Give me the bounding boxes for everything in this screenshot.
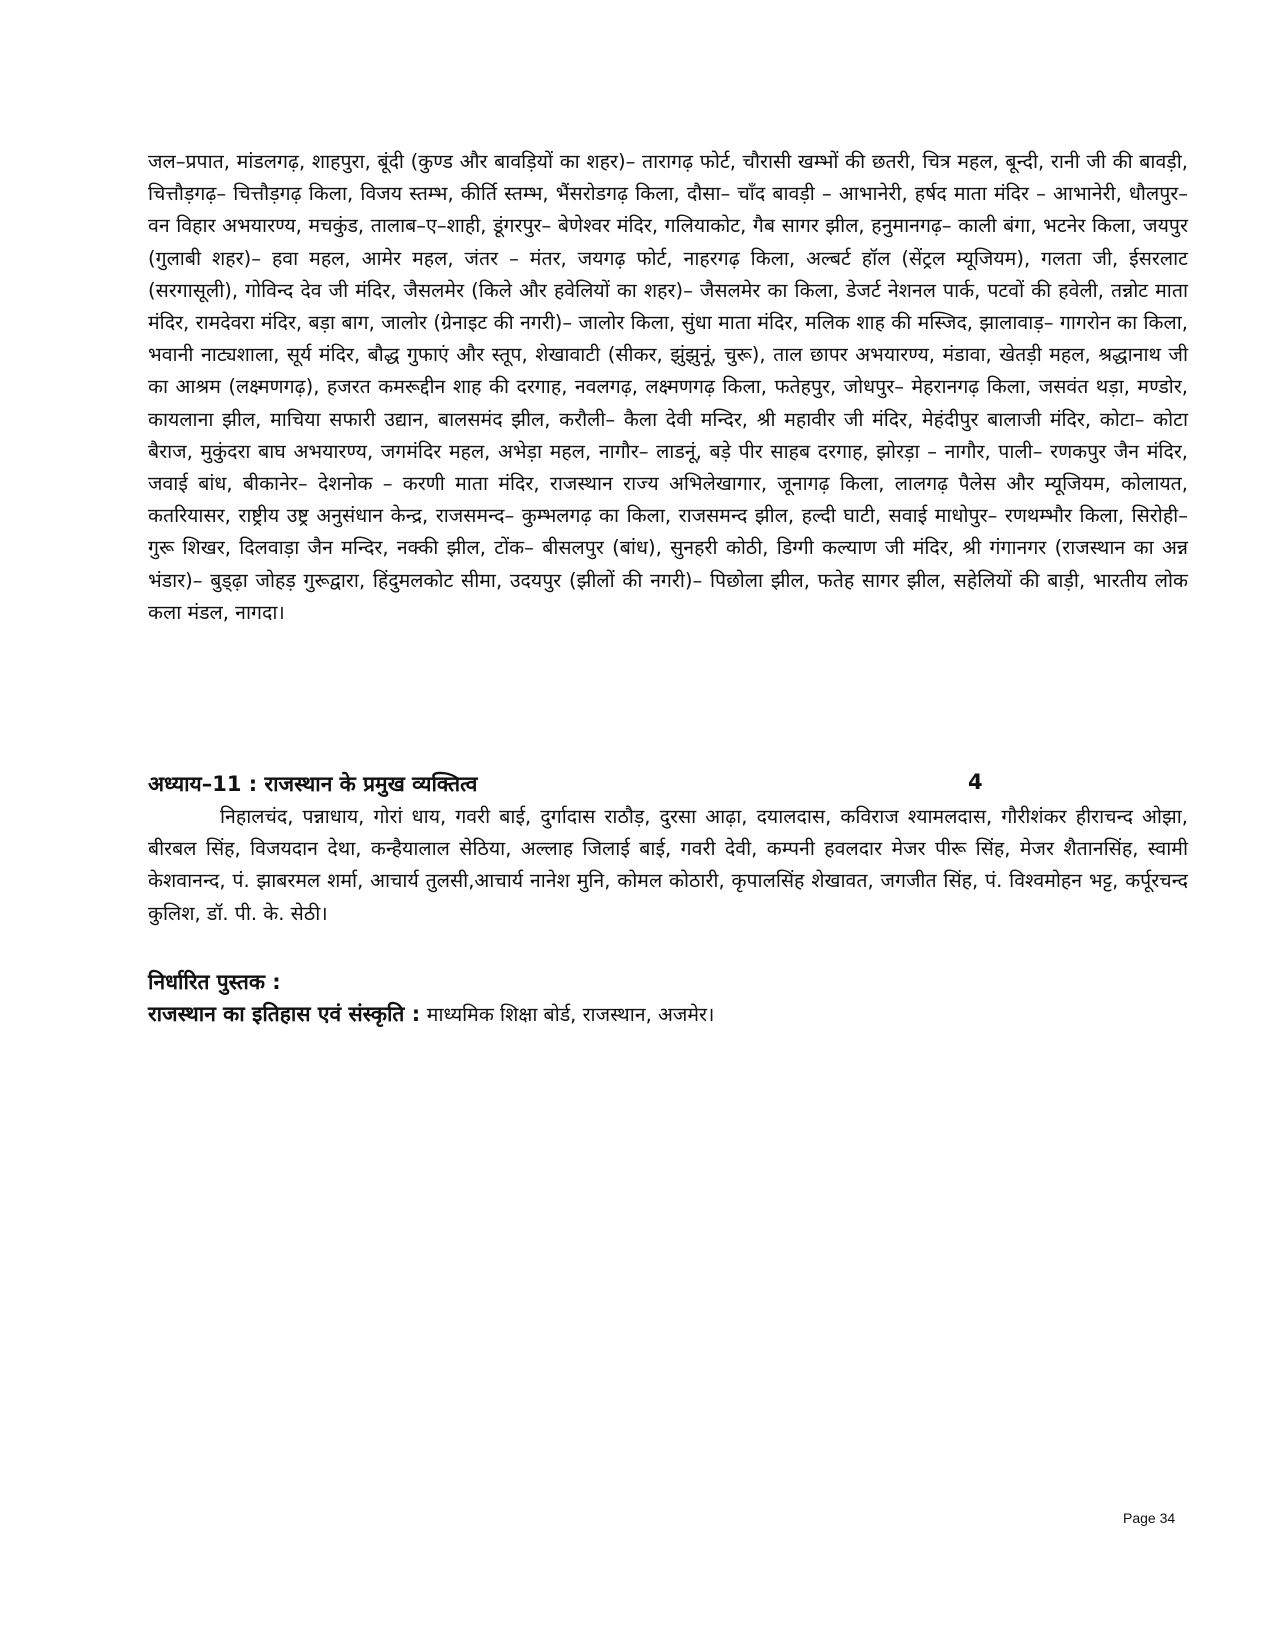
places-paragraph: जल–प्रपात, मांडलगढ़, शाहपुरा, बूंदी (कुण्ड और बावड़ियों का शहर)– तारागढ़ फोर्ट, चौरासी खम्भों की छतरी, चित्र महल, बून्दी, रानी जी की बावड़ी, चित्तौड़गढ़– चित्तौड़गढ़ किला, विजय स्तम्भ, कीर्ति स्तम्भ, भैंसरोडगढ़ किला, दौसा– चाँद बावड़ी – आभानेरी, हर्षद माता मंदिर – आभानेरी, धौलपुर– वन विहार अभयारण्य, मचकुंड, तालाब–ए–शाही, डूंगरपुर– बेणेश्वर मंदिर, गलियाकोट, गैब सागर झील, हनुमानगढ़– काली बंगा, भटनेर किला, जयपुर (गुलाबी शहर)– हवा महल, आमेर महल, जंतर – मंतर, जयगढ़ फोर्ट, नाहरगढ़ किला, अल्बर्ट हॉल (सेंट्रल म्यूजियम), गलता जी, ईसरलाट (सरगासूली), गोविन्द देव जी मंदिर, जैसलमेर (किले और हवेलियों का शहर)– जैसलमेर का किला, डेजर्ट नेशनल पार्क, पटवों की हवेली, तन्नोट माता मंदिर, रामदेवरा मंदिर, बड़ा बाग, जालोर (ग्रेनाइट की नगरी)– जालोर किला, सुंधा माता मंदिर, मलिक शाह की मस्जिद, झालावाड़– गागरोन का किला, भवानी नाट्यशाला, सूर्य मंदिर, बौद्ध गुफाएं और स्तूप, शेखावाटी (सीकर, झुंझुनूं, चुरू), ताल छापर अभयारण्य, मंडावा, खेतड़ी महल, श्रद्धानाथ जी का आश्रम (लक्ष्मणगढ़), हजरत कमरूद्दीन शाह की दरगाह, नवलगढ़, लक्ष्मणगढ़ किला, फतेहपुर, जोधपुर– मेहरानगढ़ किला, जसवंत थड़ा, मण्डोर, कायलाना झील, माचिया सफारी उद्यान, बालसमंद झील, करौली– कैला देवी मन्दिर, श्री महावीर जी मंदिर, मेहंदीपुर बालाजी मंदिर, कोटा– कोटा बैराज, मुकुंदरा बाघ अभयारण्य, जगमंदिर महल, अभेड़ा महल, नागौर– लाडनूं, बड़े पीर साहब दरगाह, झोरड़ा – नागौर, पाली– रणकपुर जैन मंदिर, जवाई बांध, बीकानेर– देशनोक – करणी माता मंदिर, राजस्थान राज्य अभिलेखागार, जूनागढ़ किला, लालगढ़ पैलेस और म्यूजियम, कोलायत, कतरियासर, राष्ट्रीय उष्ट्र अनुसंधान केन्द्र, राजसमन्द– कुम्भलगढ़ का किला, राजसमन्द झील, हल्दी घाटी, सवाई माधोपुर– रणथम्भौर किला, सिरोही– गुरू शिखर, दिलवाड़ा जैन मन्दिर, नक्की झील, टोंक– बीसलपुर (बांध), सुनहरी कोठी, डिग्गी कल्याण जी मंदिर, श्री गंगानगर (राजस्थान का अन्न भंडार)– बुड्ढ़ा जोहड़ गुरूद्वारा, हिंदुमलकोट सीमा, उदयपुर (झीलों की नगरी)– पिछोला झील, फतेह सागर झील, सहेलियों की बाड़ी, भारतीय लोक कला मंडल, नागदा। xyxy=(148,150,1188,624)
chapter-heading xyxy=(148,770,988,798)
chapter-marks: 4 xyxy=(968,770,983,794)
book-publisher: माध्यमिक शिक्षा बोर्ड, राजस्थान, अजमेर। xyxy=(426,1003,715,1026)
personalities-paragraph: निहालचंद, पन्नाधाय, गोरां धाय, गवरी बाई, दुर्गादास राठौड़, दुरसा आढ़ा, दयालदास, कविराज श्यामलदास, गौरीशंकर हीराचन्द ओझा, बीरबल सिंह, विजयदान देथा, कन्हैयालाल सेठिया, अल्लाह जिलाई बाई, गवरी देवी, कम्पनी हवलदार मेजर पीरू सिंह, मेजर शैतानसिंह, स्वामी केशवानन्द, पं. झाबरमल शर्मा, आचार्य तुलसी,आचार्य नानेश मुनि, कोमल कोठारी, कृपालसिंह शेखावत, जगजीत सिंह, पं. विश्वमोहन भट्ट, कर्पूरचन्द कुलिश, डॉ. पी. के. सेठी। xyxy=(148,805,1188,925)
book-title: राजस्थान का इतिहास एवं संस्कृति : xyxy=(148,1002,421,1026)
prescribed-book-line xyxy=(148,1000,714,1028)
page-number: Page 34 xyxy=(1123,1510,1176,1526)
prescribed-books-heading: निर्धारित पुस्तक : xyxy=(148,970,281,994)
chapter-title: अध्याय–11 : राजस्थान के प्रमुख व्यक्तित्व xyxy=(148,772,478,796)
